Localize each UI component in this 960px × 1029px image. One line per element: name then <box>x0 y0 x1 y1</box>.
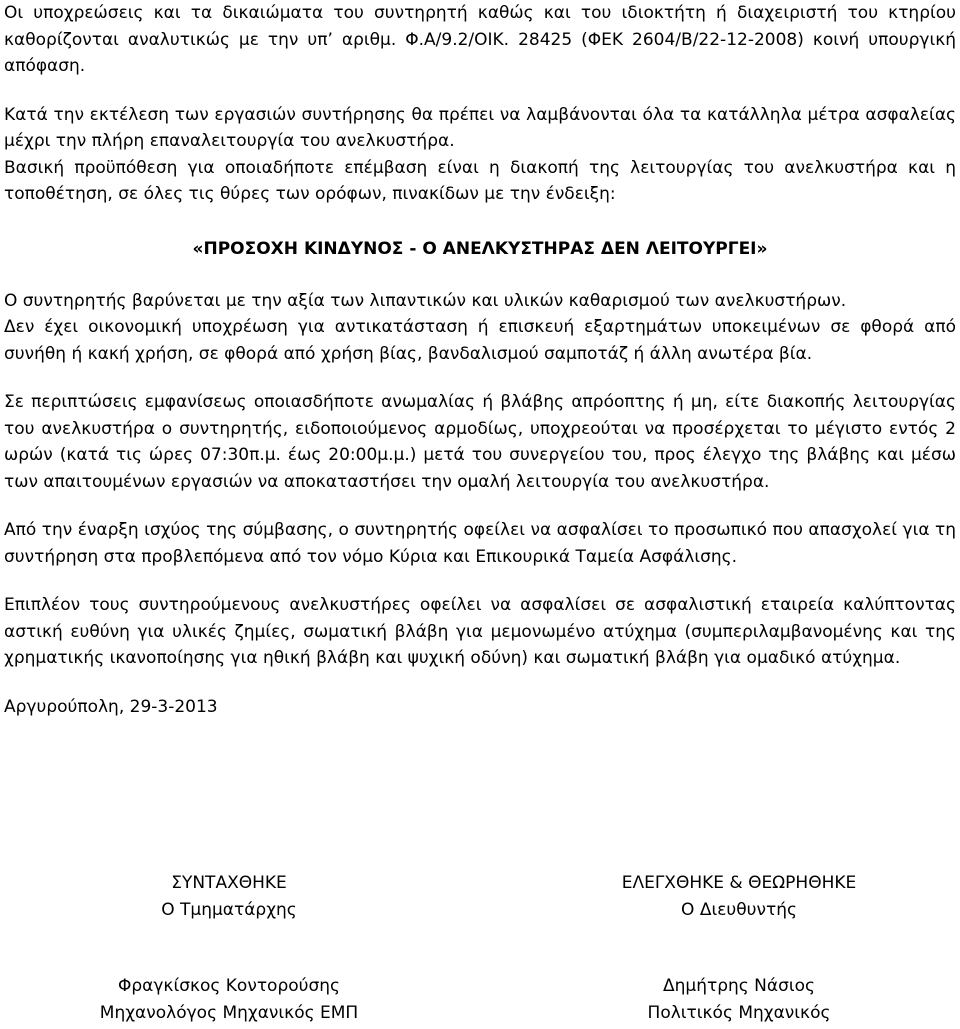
paragraph-fault-response: Σε περιπτώσεις εμφανίσεως οποιασδήποτε ανωμαλίας ή βλάβης απρόοπτης ή μη, είτε διακοπής λειτουργίας του ανελκυστήρα ο συντηρητής, ειδοποιούμενος αρμοδίως, υποχρεούται να προσέρχεται το μέγιστο εντός 2 ωρών (κατά τις ώρες 07:30π.μ. έως 20:00μ.μ.) μετά του συνεργείου του, προς έλεγχο της βλάβης και μέσω των απαιτουμένων εργασιών να αποκαταστήσει την ομαλή λειτουργία του ανελκυστήρα. <box>4 392 956 492</box>
signature-right-action: ΕΛΕΓΧΘΗΚΕ & ΘΕΩΡΗΘΗΚΕ <box>621 873 857 893</box>
place-and-date: Αργυρούπολη, 29-3-2013 <box>4 696 218 717</box>
document-body <box>4 0 956 720</box>
signature-right <box>574 870 904 923</box>
warning-sign-text: «ΠΡΟΣΟΧΗ ΚΙΝΔΥΝΟΣ - Ο ΑΝΕΛΚΥΣΤΗΡΑΣ ΔΕΝ ΛΕΙΤΟΥΡΓΕΙ» <box>192 238 768 259</box>
paragraph-obligations: Οι υποχρεώσεις και τα δικαιώματα του συντηρητή καθώς και του ιδιοκτήτη ή διαχειριστή του κτηρίου καθορίζονται αναλυτικώς με την υπ’ αριθμ. Φ.Α/9.2/ΟΙΚ. 28425 (ΦΕΚ 2604/Β/22-12-2008) κοινή υπουργική απόφαση. <box>4 3 956 76</box>
paragraph-lubricants: Ο συντηρητής βαρύνεται με την αξία των λιπαντικών και υλικών καθαρισμού των ανελκυστήρων. <box>4 290 847 311</box>
signature-left-name: Φραγκίσκος Κοντορούσης <box>117 976 341 996</box>
signature-left-action: ΣΥΝΤΑΧΘΗΚΕ <box>171 873 287 893</box>
signature-left-person <box>64 973 394 1026</box>
paragraph-safety-measures: Κατά την εκτέλεση των εργασιών συντήρησης θα πρέπει να λαμβάνονται όλα τα κατάλληλα μέτρα ασφαλείας μέχρι την πλήρη επαναλειτουργία του ανελκυστήρα. <box>4 104 956 151</box>
signature-right-person <box>574 973 904 1026</box>
paragraph-staff-insurance: Από την έναρξη ισχύος της σύμβασης, ο συντηρητής οφείλει να ασφαλίσει το προσωπικό που απασχολεί για τη συντήρηση στα προβλεπόμενα από τον νόμο Κύρια και Επικουρικά Ταμεία Ασφάλισης. <box>4 520 956 567</box>
signature-left-role: Ο Τμηματάρχης <box>161 899 297 920</box>
signature-right-title: Πολιτικός Μηχανικός <box>647 1002 831 1023</box>
paragraph-liability-insurance: Επιπλέον τους συντηρούμενους ανελκυστήρες οφείλει να ασφαλίσει σε ασφαλιστική εταιρεία καλύπτοντας αστική ευθύνη για υλικές ζημίες, σωματική βλάβη για μεμονωμένο ατύχημα (συμπεριλαμβανομένης και της χρηματικής ικανοποίησης για ηθική βλάβη και ψυχική οδύνη) και σωματική βλάβη για ομαδικό ατύχημα. <box>4 595 956 668</box>
signature-left-title: Μηχανολόγος Μηχανικός ΕΜΠ <box>99 1002 359 1023</box>
signature-right-name: Δημήτρης Νάσιος <box>662 976 815 996</box>
signature-left <box>64 870 394 923</box>
paragraph-precondition: Βασική προϋπόθεση για οποιαδήποτε επέμβαση είναι η διακοπή της λειτουργίας του ανελκυστήρα και η τοποθέτηση, σε όλες τις θύρες των ορόφων, πινακίδων με την ένδειξη: <box>4 157 956 204</box>
signature-right-role: Ο Διευθυντής <box>681 899 797 920</box>
paragraph-no-obligation: Δεν έχει οικονομική υποχρέωση για αντικατάσταση ή επισκευή εξαρτημάτων υποκειμένων σε φθορά από συνήθη ή κακή χρήση, σε φθορά από χρήση βίας, βανδαλισμού σαμποτάζ ή άλλη ανωτέρα βία. <box>4 317 956 364</box>
